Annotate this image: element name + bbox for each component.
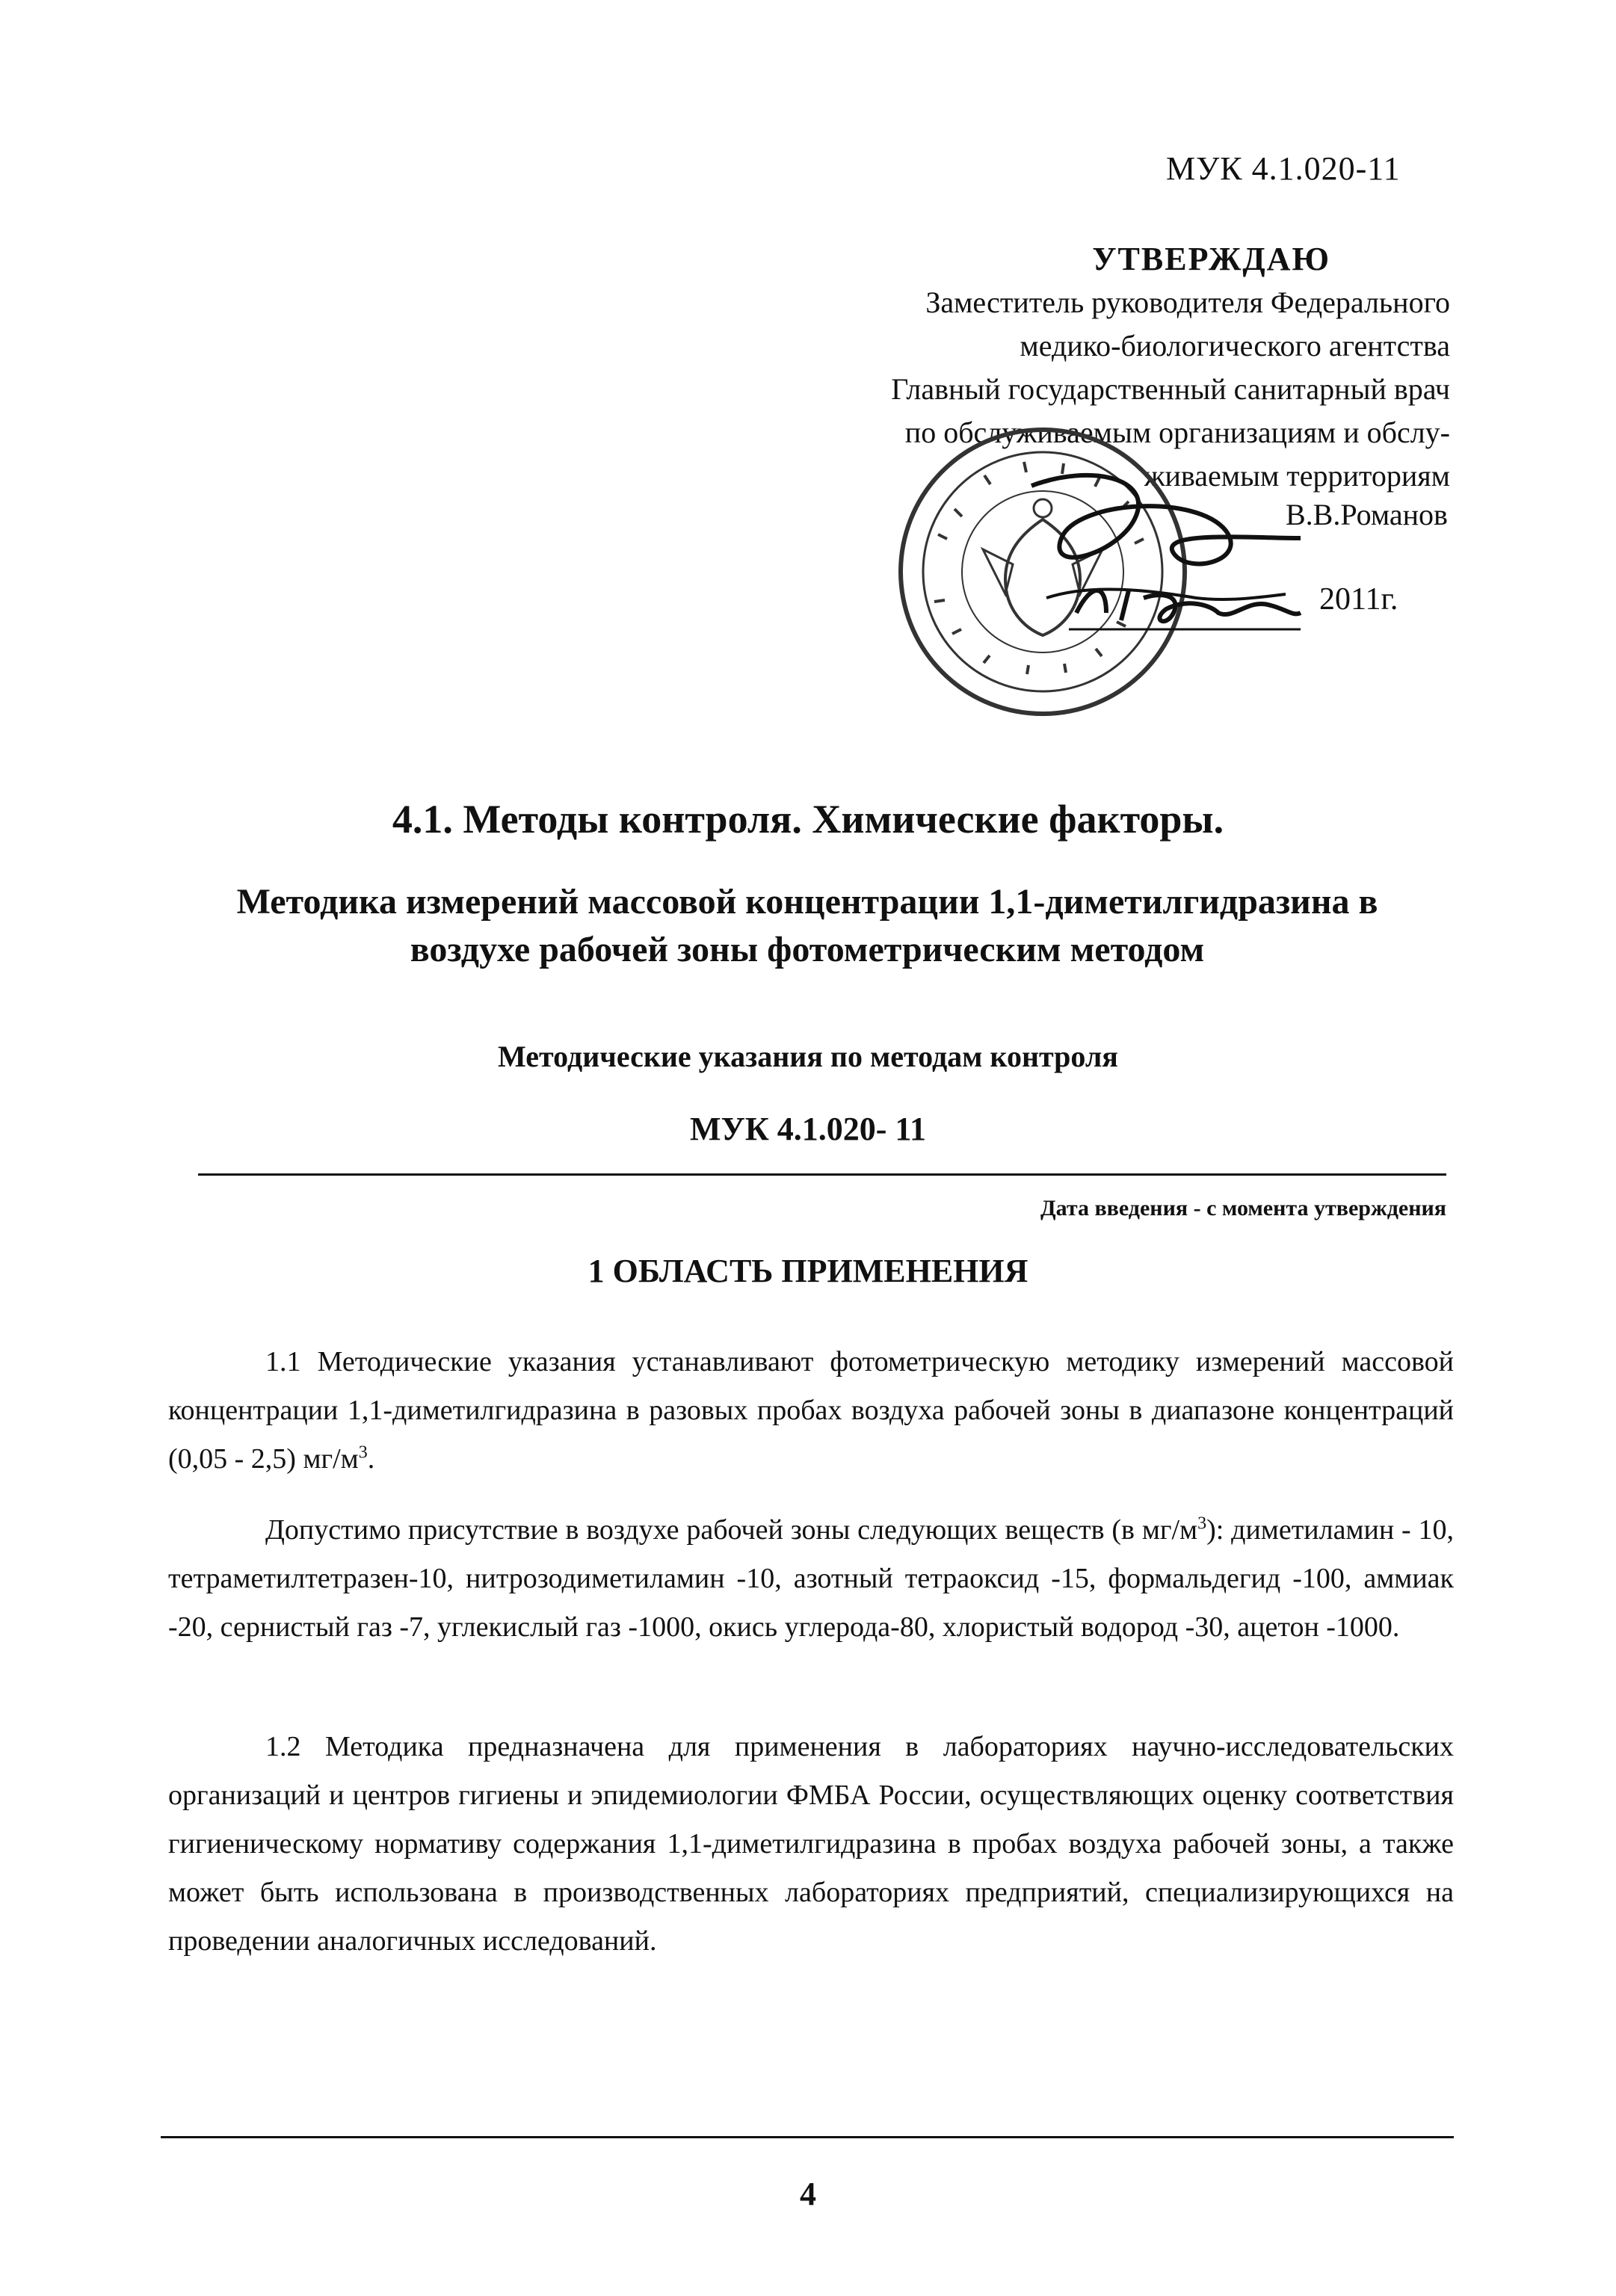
approval-line-1: Заместитель руководителя Федерального xyxy=(925,286,1450,319)
paragraph-1-1-text: 1.1 Методические указания устанавливают фотометрическую методику измерений массовой концентрации 1,1-диметилгидразина в разовых пробах воздуха рабочей зоны в диапазоне концентраций (0,05 - 2,5) мг/м xyxy=(168,1346,1454,1475)
handwritten-date xyxy=(1061,568,1308,635)
paragraph-1-1-end: . xyxy=(367,1443,375,1475)
approval-line-4: по обслуживаемым организациям и обслу- xyxy=(904,416,1450,449)
divider-top xyxy=(198,1173,1446,1176)
page-number: 4 xyxy=(800,2176,816,2212)
approval-line-3: Главный государственный санитарный врач xyxy=(891,372,1450,406)
paragraph-substances xyxy=(168,1506,1454,1652)
method-title-line-1: Методика измерений массовой концентрации 1,1-диметилгидразина в xyxy=(236,882,1378,922)
paragraph-1-1 xyxy=(168,1338,1454,1484)
section-heading: 4.1. Методы контроля. Химические факторы. xyxy=(392,797,1224,842)
chapter-heading: 1 ОБЛАСТЬ ПРИМЕНЕНИЯ xyxy=(588,1253,1028,1289)
paragraph-substances-start: Допустимо присутствие в воздухе рабочей зоны следующих веществ (в мг/м xyxy=(265,1514,1198,1546)
introduction-date: Дата введения - с момента утверждения xyxy=(1040,1196,1446,1220)
divider-bottom xyxy=(161,2136,1454,2138)
approval-year: 2011г. xyxy=(1319,582,1398,617)
paragraph-substances-rest: ): диметиламин - 10, тетраметилтетразен-10, нитрозодиметиламин -10, азотный тетраоксид -15, формальдегид -100, аммиак -20, сернистый газ -7, углекислый газ -1000, окись углерода-80, хлористый водород -30, ацетон -1000. xyxy=(168,1514,1454,1643)
paragraph-1-1-superscript: 3 xyxy=(358,1442,368,1463)
signer-name: В.В.Романов xyxy=(1286,498,1448,531)
approval-line-2: медико-биологического агентства xyxy=(1020,329,1450,362)
method-title xyxy=(172,878,1443,974)
approval-title: УТВЕРЖДАЮ xyxy=(1092,241,1330,277)
paragraph-substances-superscript: 3 xyxy=(1197,1513,1207,1534)
paragraph-1-2: 1.2 Методика предназначена для применения в лабораториях научно-исследовательских организаций и центров гигиены и эпидемиологии ФМБА России, осуществляющих оценку соответствия гигиеническому нормативу содержания 1,1-диметилгидразина в пробах воздуха рабочей зоны, а также может быть использована в производственных лабораториях предприятий, специализирующихся на проведении аналогичных исследований. xyxy=(168,1731,1454,1957)
document-subtitle: Методические указания по методам контроля xyxy=(498,1040,1118,1073)
approval-line-5: живаемым территориям xyxy=(1144,459,1450,493)
document-code: МУК 4.1.020- 11 xyxy=(690,1111,926,1147)
method-title-line-2: воздухе рабочей зоны фотометрическим методом xyxy=(410,930,1205,969)
doc-code-top: МУК 4.1.020-11 xyxy=(1166,150,1401,187)
